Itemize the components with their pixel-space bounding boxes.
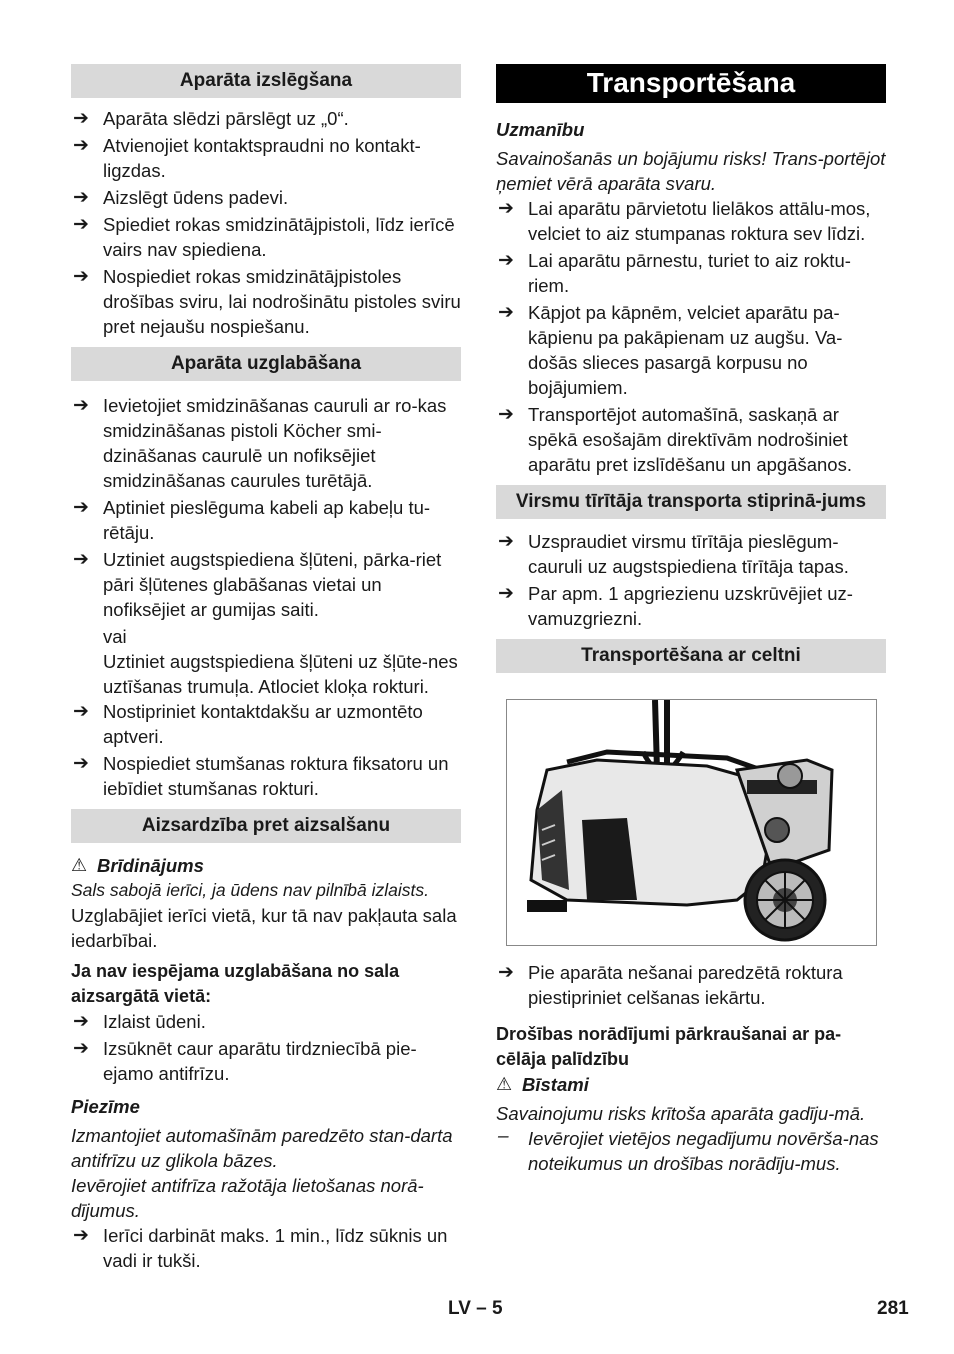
arrow-icon: ➔	[498, 531, 514, 552]
note-label: Piezīme	[71, 1096, 140, 1117]
bold-heading: Drošības norādījumi pārkraušanai ar pa-cēlāja palīdzību	[496, 1024, 842, 1069]
pressure-washer-drawing	[507, 700, 876, 945]
arrow-icon: ➔	[73, 266, 89, 287]
section-title-switch-off: Aparāta izslēgšana	[71, 64, 461, 98]
alternative-text: Uztiniet augstspiediena šļūteni uz šļūte-nes uztīšanas trumuļa. Atlociet kloķa rokturi.	[103, 651, 458, 697]
caution-label: Uzmanību	[496, 119, 585, 140]
list-item: ➔ Aparāta slēdzi pārslēgt uz „0“.	[73, 108, 349, 129]
arrow-icon: ➔	[498, 250, 514, 271]
list-item: ➔ Nospiediet rokas smidzinātājpistoles drošības sviru, lai nodrošinātu pistoles sviru pret nejaušu nospiešanu.	[73, 266, 461, 337]
list-item: ➔ Lai aparātu pārvietotu lielākos attālu-mos, velciet to aiz stumpanas roktura sev līdzi.	[498, 198, 871, 244]
arrow-icon: ➔	[73, 1011, 89, 1032]
caution-text: Savainošanās un bojājumu risks! Trans-portējot ņemiet vērā aparāta svaru.	[496, 148, 886, 194]
list-item: ➔ Ievietojiet smidzināšanas cauruli ar ro-kas smidzināšanas pistoli Köcher smi-dzināšanas caurulē un nofiksējiet smidzināšanas caurules turētājā.	[73, 395, 447, 491]
list-item: ➔ Pie aparāta nešanai paredzētā roktura piestipriniet celšanas iekārtu.	[498, 962, 843, 1008]
list-item: ➔ Spiediet rokas smidzinātājpistoli, līdz ierīcē vairs nav spiediena.	[73, 214, 455, 260]
page-title: Transportēšana	[496, 64, 886, 103]
left-column	[71, 64, 461, 1275]
warning-heading	[71, 853, 461, 878]
list-item: ➔ Izlaist ūdeni.	[73, 1011, 206, 1032]
arrow-icon: ➔	[73, 1038, 89, 1059]
arrow-icon: ➔	[498, 583, 514, 604]
danger-text: Savainojumu risks krītoša aparāta gadīju-mā.	[496, 1103, 866, 1124]
list-item: ➔ Atvienojiet kontaktspraudni no kontakt-ligzdas.	[73, 135, 421, 181]
note-text: Izmantojiet automašīnām paredzēto stan-darta antifrīzu uz glikola bāzes.	[71, 1125, 453, 1171]
section-title-surface-cleaner-transport: Virsmu tīrītāja transporta stiprinā-jums	[496, 485, 886, 519]
list-item: – Ievērojiet vietējos negadījumu novērša-nas noteikumus un drošības norādīju-mus.	[498, 1126, 879, 1174]
arrow-icon: ➔	[73, 214, 89, 235]
arrow-icon: ➔	[73, 108, 89, 129]
list-item: ➔ Aptiniet pieslēguma kabeli ap kabeļu tu-rētāju.	[73, 497, 431, 543]
list-item: ➔ Izsūknēt caur aparātu tirdzniecībā pie-ejamo antifrīzu.	[73, 1038, 417, 1084]
footer-section-page: LV – 5	[448, 1298, 503, 1319]
arrow-icon: ➔	[498, 404, 514, 425]
or-text: vai	[103, 626, 127, 647]
arrow-icon: ➔	[73, 753, 89, 774]
footer-page-number: 281	[877, 1298, 909, 1319]
note-text: Ievērojiet antifrīza ražotāja lietošanas norā-dījumus.	[71, 1175, 424, 1221]
arrow-icon: ➔	[73, 395, 89, 416]
section-title-crane-transport: Transportēšana ar celtni	[496, 639, 886, 673]
list-item: ➔ Par apm. 1 apgriezienu uzskrūvējiet uz-vamuzgriezni.	[498, 583, 853, 629]
list-item: ➔ Uztiniet augstspiediena šļūteni, pārka-riet pāri šļūtenes glabāšanas vietai un nofiksējiet ar gumijas saiti.	[73, 549, 442, 620]
arrow-icon: ➔	[73, 187, 89, 208]
section-title-frost-protection: Aizsardzība pret aizsalšanu	[71, 809, 461, 843]
crane-lifting-illustration	[506, 699, 877, 946]
bold-instruction: Ja nav iespējama uzglabāšana no sala aizsargātā vietā:	[71, 961, 400, 1006]
list-item: ➔ Nospiediet stumšanas roktura fiksatoru un iebīdiet stumšanas rokturi.	[73, 753, 449, 799]
danger-heading	[496, 1072, 886, 1097]
arrow-icon: ➔	[498, 302, 514, 323]
arrow-icon: ➔	[73, 497, 89, 518]
danger-label: Bīstami	[522, 1074, 589, 1095]
arrow-icon: ➔	[498, 198, 514, 219]
warning-icon: ⚠	[496, 1074, 513, 1094]
dash-icon: –	[498, 1126, 509, 1147]
arrow-icon: ➔	[498, 962, 514, 983]
right-column	[496, 64, 886, 1178]
list-item: ➔ Ierīci darbināt maks. 1 min., līdz sūknis un vadi ir tukši.	[73, 1225, 448, 1271]
arrow-icon: ➔	[73, 549, 89, 570]
list-item: ➔ Uzspraudiet virsmu tīrītāja pieslēgum-cauruli uz augstspiediena tīrītāja tapas.	[498, 531, 849, 577]
warning-text: Sals sabojā ierīci, ja ūdens nav pilnībā izlaists.	[71, 880, 429, 900]
arrow-icon: ➔	[73, 701, 89, 722]
arrow-icon: ➔	[73, 1225, 89, 1246]
storage-text: Uzglabājiet ierīci vietā, kur tā nav pakļauta sala iedarbībai.	[71, 905, 457, 951]
list-item: ➔ Nostipriniet kontaktdakšu ar uzmontēto aptveri.	[73, 701, 423, 747]
section-title-storage: Aparāta uzglabāšana	[71, 347, 461, 381]
warning-label: Brīdinājums	[97, 855, 204, 876]
arrow-icon: ➔	[73, 135, 89, 156]
list-item: ➔ Lai aparātu pārnestu, turiet to aiz roktu-riem.	[498, 250, 851, 296]
list-item: ➔ Kāpjot pa kāpnēm, velciet aparātu pa-kāpienu pa pakāpienam uz augšu. Va-došās slieces pasargā korpusu no bojājumiem.	[498, 302, 843, 398]
list-item: ➔ Aizslēgt ūdens padevi.	[73, 187, 289, 208]
list-item: ➔ Transportējot automašīnā, saskaņā ar spēkā esošajām direktīvām nodrošiniet aparātu pret izslīdēšanu un apgāšanos.	[498, 404, 852, 475]
warning-icon: ⚠	[71, 855, 88, 875]
